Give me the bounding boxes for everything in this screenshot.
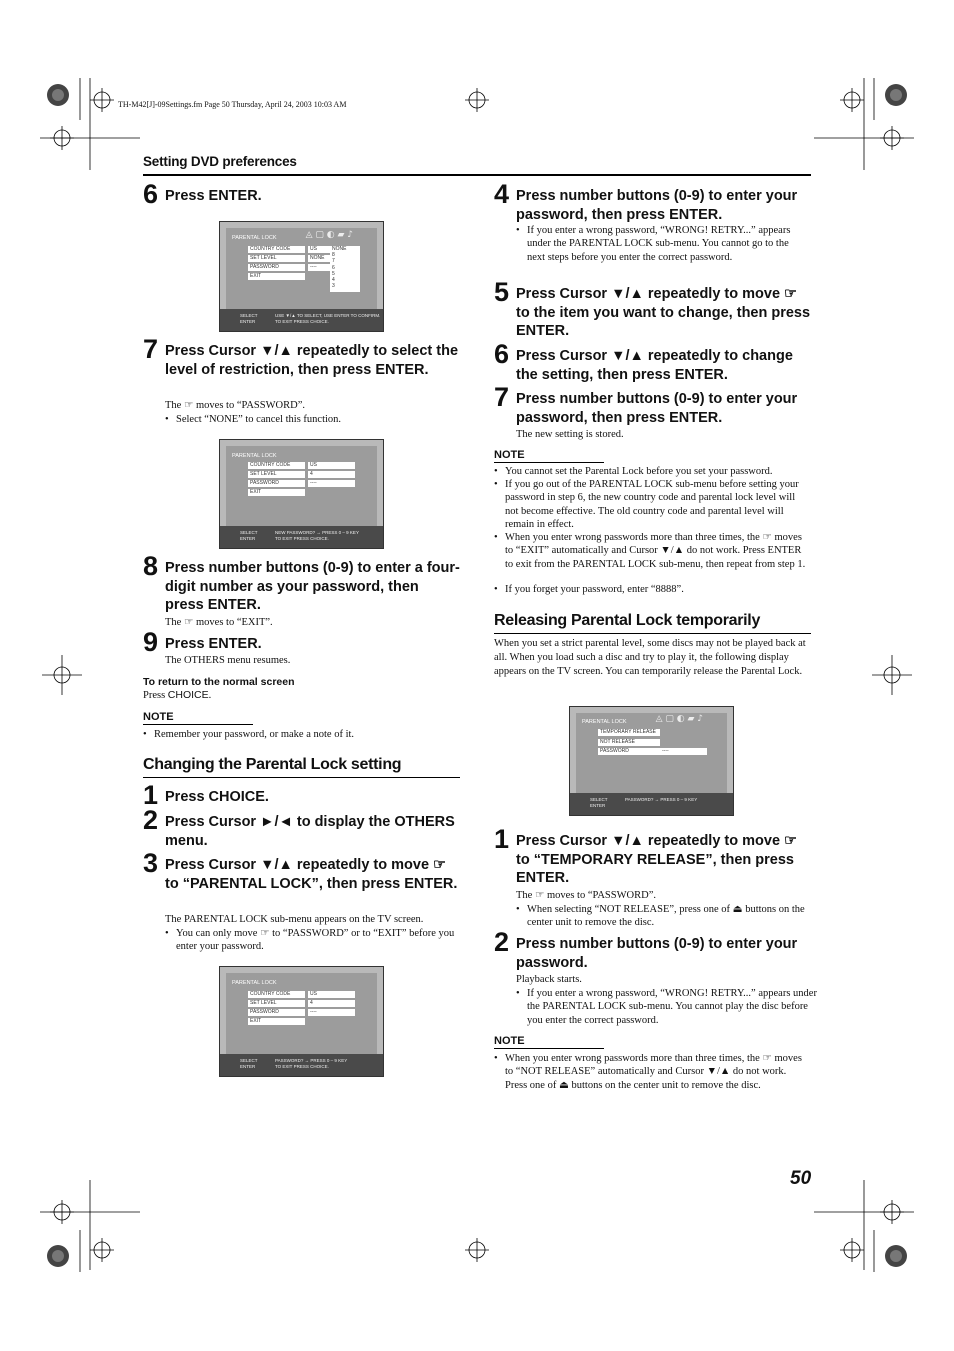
menu-value: ---- [660, 748, 707, 755]
step-text: Press number buttons (0-9) to enter your password, then press ENTER. [516, 188, 798, 223]
level-option: 7 [332, 258, 335, 265]
step-text: Press CHOICE. [165, 789, 269, 805]
step-number: 2 [143, 805, 159, 835]
menu-value: ---- [308, 480, 355, 487]
menu-value: ---- [308, 1009, 355, 1016]
step-text: Press Cursor ▼/▲ repeatedly to change the setting, then press ENTER. [516, 348, 793, 383]
level-option: 6 [332, 264, 335, 271]
step-number: 5 [494, 277, 510, 307]
step-body: The PARENTAL LOCK sub-menu appears on the TV screen. [165, 914, 424, 925]
screen-footer [220, 309, 383, 331]
tv-screen-parental-lock [219, 966, 384, 1077]
level-option: 3 [332, 283, 335, 290]
menu-row: PASSWORD [248, 264, 305, 271]
footer-help: PASSWORD? → PRESS 0 – 9 KEY [625, 797, 698, 802]
bullet-item: • Select “NONE” to cancel this function. [165, 413, 466, 426]
bullet-item: • You can only move ☞ to “PASSWORD” or to “EXIT” before you enter your password. [165, 927, 456, 954]
menu-row: NOT RELEASE [598, 739, 660, 746]
tv-screen-parental-lock [219, 439, 384, 549]
note-label: NOTE [494, 449, 604, 463]
step-number: 7 [494, 382, 510, 412]
return-body [143, 689, 211, 703]
menu-value: US [308, 462, 355, 469]
footer-keys: SELECT ENTER [590, 797, 608, 808]
step-text: Press number buttons (0-9) to enter your password, then press ENTER. [516, 391, 798, 426]
note-label: NOTE [494, 1035, 604, 1049]
menu-value: 4 [308, 471, 355, 478]
bullet-item: • When selecting “NOT RELEASE”, press one of ⏏ buttons on the center unit to remove the disc. [516, 903, 819, 930]
menu-value: ---- [308, 264, 330, 271]
note-item: • When you enter wrong passwords more than three times, the ☞ moves to “NOT RELEASE” automatically and Cursor ▼/▲ do not work. Press one of ⏏ buttons on the center unit to remove the disc. [494, 1052, 810, 1092]
screen-title: PARENTAL LOCK [232, 235, 277, 241]
step-text: Press Cursor ▼/▲ repeatedly to move ☞ to “TEMPORARY RELEASE”, then press ENTER. [516, 833, 798, 886]
note-item: • Remember your password, or make a note of it. [143, 728, 464, 741]
menu-value: 4 [308, 1000, 355, 1007]
step-number: 6 [494, 339, 510, 369]
step-number: 7 [143, 334, 159, 364]
menu-row: COUNTRY CODE [248, 991, 305, 998]
screen-title: PARENTAL LOCK [582, 719, 627, 725]
footer-help: PASSWORD? → PRESS 0 – 9 KEY TO EXIT PRESS CHOICE. [275, 1058, 348, 1069]
menu-row: PASSWORD [248, 1009, 305, 1016]
level-list [330, 246, 360, 292]
step-body: The new setting is stored. [516, 429, 624, 440]
tv-screen-parental-lock [569, 706, 734, 816]
screen-title: PARENTAL LOCK [232, 980, 277, 986]
bullet-item: • If you enter a wrong password, “WRONG! RETRY...” appears under the PARENTAL LOCK sub-menu. You cannot go to the next steps before you enter the correct password. [516, 224, 805, 264]
section-heading: Releasing Parental Lock temporarily [494, 612, 811, 634]
step-number: 6 [143, 179, 159, 209]
note-item: • If you forget your password, enter “8888”. [494, 583, 810, 596]
screen-footer [220, 1054, 383, 1076]
step-number: 3 [143, 848, 159, 878]
footer-help: NEW PASSWORD? → PRESS 0 – 9 KEY TO EXIT PRESS CHOICE. [275, 530, 359, 541]
bullet-item: • If you enter a wrong password, “WRONG! RETRY...” appears under the PARENTAL LOCK sub-menu. You cannot play the disc before you enter the correct password. [516, 987, 819, 1027]
menu-icons: ◬ ▢ ◐ ▰ ♪ [305, 230, 353, 240]
footer-keys: SELECT ENTER [240, 1058, 258, 1069]
return-text: Press [143, 690, 168, 701]
note-item: • When you enter wrong passwords more than three times, the ☞ moves to “EXIT” automatically and Cursor ▼/▲ do not work. Press ENTER to exit from the PARENTAL LOCK sub-menu, then repeat from step 1. [494, 531, 810, 571]
footer-keys: SELECT ENTER [240, 313, 258, 324]
menu-row: PASSWORD [598, 748, 660, 755]
screen-footer [220, 526, 383, 548]
step-text: Press Cursor ►/◄ to display the OTHERS menu. [165, 814, 455, 849]
step-body: The ☞ moves to “PASSWORD”. [165, 400, 305, 411]
menu-row: TEMPORARY RELEASE [598, 729, 660, 736]
step-text: Press Cursor ▼/▲ repeatedly to select the level of restriction, then press ENTER. [165, 343, 459, 378]
step-text: Press Cursor ▼/▲ repeatedly to move ☞ to “PARENTAL LOCK”, then press ENTER. [165, 857, 458, 892]
running-head: Setting DVD preferences [143, 154, 297, 169]
menu-value: US [308, 246, 330, 253]
file-header: TH-M42[J]-09Settings.fm Page 50 Thursday, April 24, 2003 10:03 AM [118, 100, 347, 109]
footer-keys: SELECT ENTER [240, 530, 258, 541]
footer-help: USE ▼/▲ TO SELECT, USE ENTER TO CONFIRM. TO EXIT PRESS CHOICE. [275, 313, 381, 324]
menu-row: EXIT [248, 1018, 305, 1025]
tv-screen-parental-lock [219, 221, 384, 332]
note-label: NOTE [143, 711, 253, 725]
menu-row: PASSWORD [248, 480, 305, 487]
step-text: Press ENTER. [165, 636, 262, 652]
level-option: 8 [332, 252, 335, 259]
step-body: The ☞ moves to “PASSWORD”. [516, 890, 656, 901]
menu-row: EXIT [248, 273, 305, 280]
step-number: 2 [494, 927, 510, 957]
level-option: 4 [332, 277, 335, 284]
step-number: 1 [494, 824, 510, 854]
step-body: The ☞ moves to “EXIT”. [165, 617, 273, 628]
level-option: 5 [332, 270, 335, 277]
page-number: 50 [790, 1168, 812, 1189]
step-text: Press number buttons (0-9) to enter a four-digit number as your password, then press ENTER. [165, 560, 460, 613]
menu-value: NONE [308, 255, 330, 262]
step-body: The OTHERS menu resumes. [165, 655, 291, 666]
step-number: 8 [143, 551, 159, 581]
section-body: When you set a strict parental level, some discs may not be played back at all. When you load such a disc and try to play it, the following display appears on the TV screen. You can temporarily release the Parental Lock. [494, 638, 806, 677]
level-option: NONE [332, 246, 347, 252]
menu-icons: ◬ ▢ ◐ ▰ ♪ [655, 714, 703, 724]
menu-row: SET LEVEL [248, 471, 305, 478]
note-item: • If you go out of the PARENTAL LOCK sub-menu before setting your password in step 6, the new country code and parental lock level will not become effective. The old country code and parental level will remain in effect. [494, 478, 810, 531]
choice-key: CHOICE [167, 689, 209, 701]
step-number: 1 [143, 780, 159, 810]
return-heading: To return to the normal screen [143, 676, 295, 688]
menu-row: SET LEVEL [248, 255, 305, 262]
menu-value: US [308, 991, 355, 998]
section-heading: Changing the Parental Lock setting [143, 756, 460, 778]
menu-row: EXIT [248, 489, 305, 496]
menu-row: SET LEVEL [248, 1000, 305, 1007]
menu-row: COUNTRY CODE [248, 246, 305, 253]
header-rule [143, 174, 811, 176]
screen-title: PARENTAL LOCK [232, 453, 277, 459]
step-text: Press number buttons (0-9) to enter your password. [516, 936, 798, 971]
step-text: Press ENTER. [165, 188, 262, 204]
step-text: Press Cursor ▼/▲ repeatedly to move ☞ to the item you want to change, then press ENTER. [516, 286, 811, 339]
step-number: 4 [494, 179, 510, 209]
return-text: . [208, 690, 212, 701]
menu-row: COUNTRY CODE [248, 462, 305, 469]
step-number: 9 [143, 627, 159, 657]
screen-footer [570, 793, 733, 815]
note-item: • You cannot set the Parental Lock before you set your password. [494, 465, 810, 478]
step-body: Playback starts. [516, 974, 582, 985]
